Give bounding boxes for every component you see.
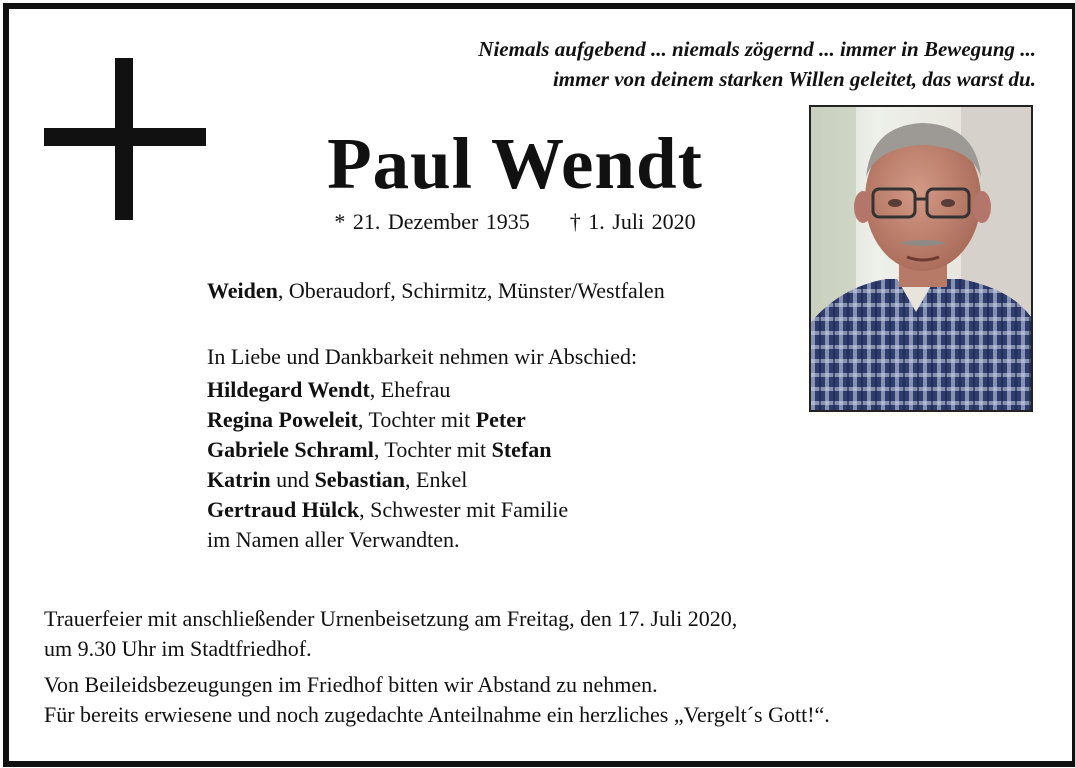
mourner-name: Katrin <box>207 467 271 492</box>
mourner-relation: , Ehefrau <box>369 377 451 402</box>
mourners-closing: im Namen aller Verwandten. <box>207 527 460 552</box>
mourner-name: Hildegard Wendt <box>207 377 370 402</box>
mourner-line <box>207 375 637 405</box>
funeral-notes <box>44 604 830 730</box>
mourner-name: Gabriele Schraml <box>207 437 374 462</box>
mourner-conjunction: und <box>270 467 315 492</box>
death-date: † 1. Juli 2020 <box>569 209 696 234</box>
places-line <box>207 276 665 306</box>
mourner-name: Regina Poweleit <box>207 407 358 432</box>
mourner-partner: Stefan <box>491 437 552 462</box>
place-main: Weiden <box>207 278 278 303</box>
mourner-line <box>207 465 637 495</box>
mourner-relation: , Tochter mit <box>373 437 492 462</box>
ceremony-line-2: um 9.30 Uhr im Stadtfriedhof. <box>44 636 312 661</box>
ceremony-line-1: Trauerfeier mit anschließender Urnenbeisetzung am Freitag, den 17. Juli 2020, <box>44 606 738 631</box>
portrait-image <box>811 107 1031 410</box>
mourner-name: Sebastian <box>314 467 406 492</box>
deceased-name: Paul Wendt <box>327 123 703 204</box>
mourners-intro: In Liebe und Dankbarkeit nehmen wir Abschied: <box>207 344 638 369</box>
condolence-request: Von Beileidsbezeugungen im Friedhof bitten wir Abstand zu nehmen. <box>44 672 658 697</box>
mourner-line <box>207 495 637 525</box>
mourner-relation: , Tochter mit <box>357 407 476 432</box>
mourner-line <box>207 435 637 465</box>
mourner-relation: , Schwester mit Familie <box>359 497 569 522</box>
motto-quote <box>478 34 1036 94</box>
life-dates <box>300 207 730 237</box>
thanks-line: Für bereits erwiesene und noch zugedachte Anteilnahme ein herzliches „Vergelt´s Gott!“. <box>44 702 830 727</box>
place-rest: , Oberaudorf, Schirmitz, Münster/Westfalen <box>277 278 665 303</box>
mourners-block <box>207 342 637 555</box>
mourner-name: Gertraud Hülck <box>207 497 360 522</box>
motto-line-2: immer von deinem starken Willen geleitet, das warst du. <box>552 67 1036 91</box>
motto-line-1: Niemals aufgebend ... niemals zögernd ... immer in Bewegung ... <box>478 37 1036 61</box>
mourner-partner: Peter <box>475 407 526 432</box>
mourner-relation: , Enkel <box>405 467 468 492</box>
mourner-line <box>207 405 637 435</box>
portrait-photo <box>809 105 1033 412</box>
birth-date: * 21. Dezember 1935 <box>334 209 530 234</box>
cross-icon <box>44 58 206 220</box>
